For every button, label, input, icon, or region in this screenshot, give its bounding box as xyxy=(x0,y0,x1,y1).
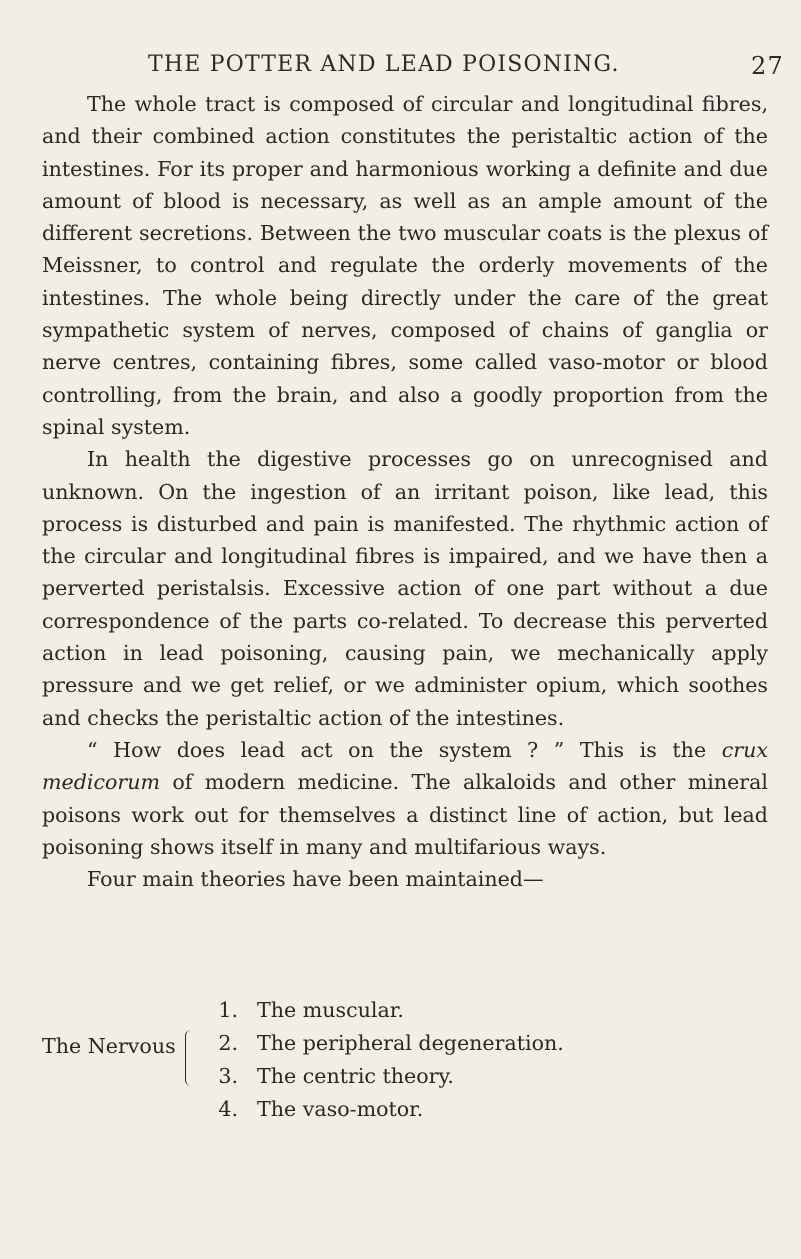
paragraph-3-end: of modern medicine. The alkaloids and other mineral poisons work out for themselves a distinct line of action, but lead poisoning shows itself in many and multifarious ways. xyxy=(42,770,768,859)
item-number: 1. xyxy=(218,998,238,1022)
paragraph-3-start: “ How does lead act on the system ? ” This is the xyxy=(87,737,722,762)
paragraph-2: In health the digestive processes go on unrecognised and unknown. On the ingestion of an irritant poison, like lead, this process is disturbed and pain is manifested. The rhythmic action of the circular and longitudinal fibres is impaired, and we have then a perverted peristalsis. Excessive action of one part without a due correspondence of the parts co-related. To decrease this perverted action in lead poisoning, causing pain, we mechanically apply pressure and we get relief, or we administer opium, which soothes and checks the peristaltic action of the intestines. xyxy=(42,447,768,730)
item-label: The peripheral degeneration. xyxy=(257,1031,564,1055)
page-number: 27 xyxy=(751,52,784,80)
paragraph-4: Four main theories have been maintained— xyxy=(87,867,544,892)
item-label: The vaso-motor. xyxy=(257,1097,424,1121)
running-title: THE POTTER AND LEAD POISONING. xyxy=(148,52,620,77)
body-text xyxy=(42,88,768,895)
item-label: The muscular. xyxy=(257,998,404,1022)
running-header xyxy=(148,52,784,80)
latin-phrase: crux medicorum xyxy=(42,737,768,795)
item-number: 2. xyxy=(218,1031,238,1055)
group-label: The Nervous xyxy=(42,1034,176,1058)
paragraph-1: The whole tract is composed of circular and longitudinal fibres, and their combined action constitutes the peristaltic action of the intestines. For its proper and harmonious working a definite and due amount of blood is necessary, as well as an ample amount of the different secretions. Between the two muscular coats is the plexus of Meissner, to control and regulate the orderly movements of the intestines. The whole being directly under the care of the great sympathetic system of nerves, composed of chains of ganglia or nerve centres, containing fibres, some called vaso-motor or blood controlling, from the brain, and also a goodly proportion from the spinal system. xyxy=(42,92,768,439)
brace xyxy=(185,1030,194,1086)
item-number: 3. xyxy=(218,1064,238,1088)
item-label: The centric theory. xyxy=(257,1064,454,1088)
paragraph-3 xyxy=(42,734,768,863)
item-number: 4. xyxy=(218,1097,238,1121)
